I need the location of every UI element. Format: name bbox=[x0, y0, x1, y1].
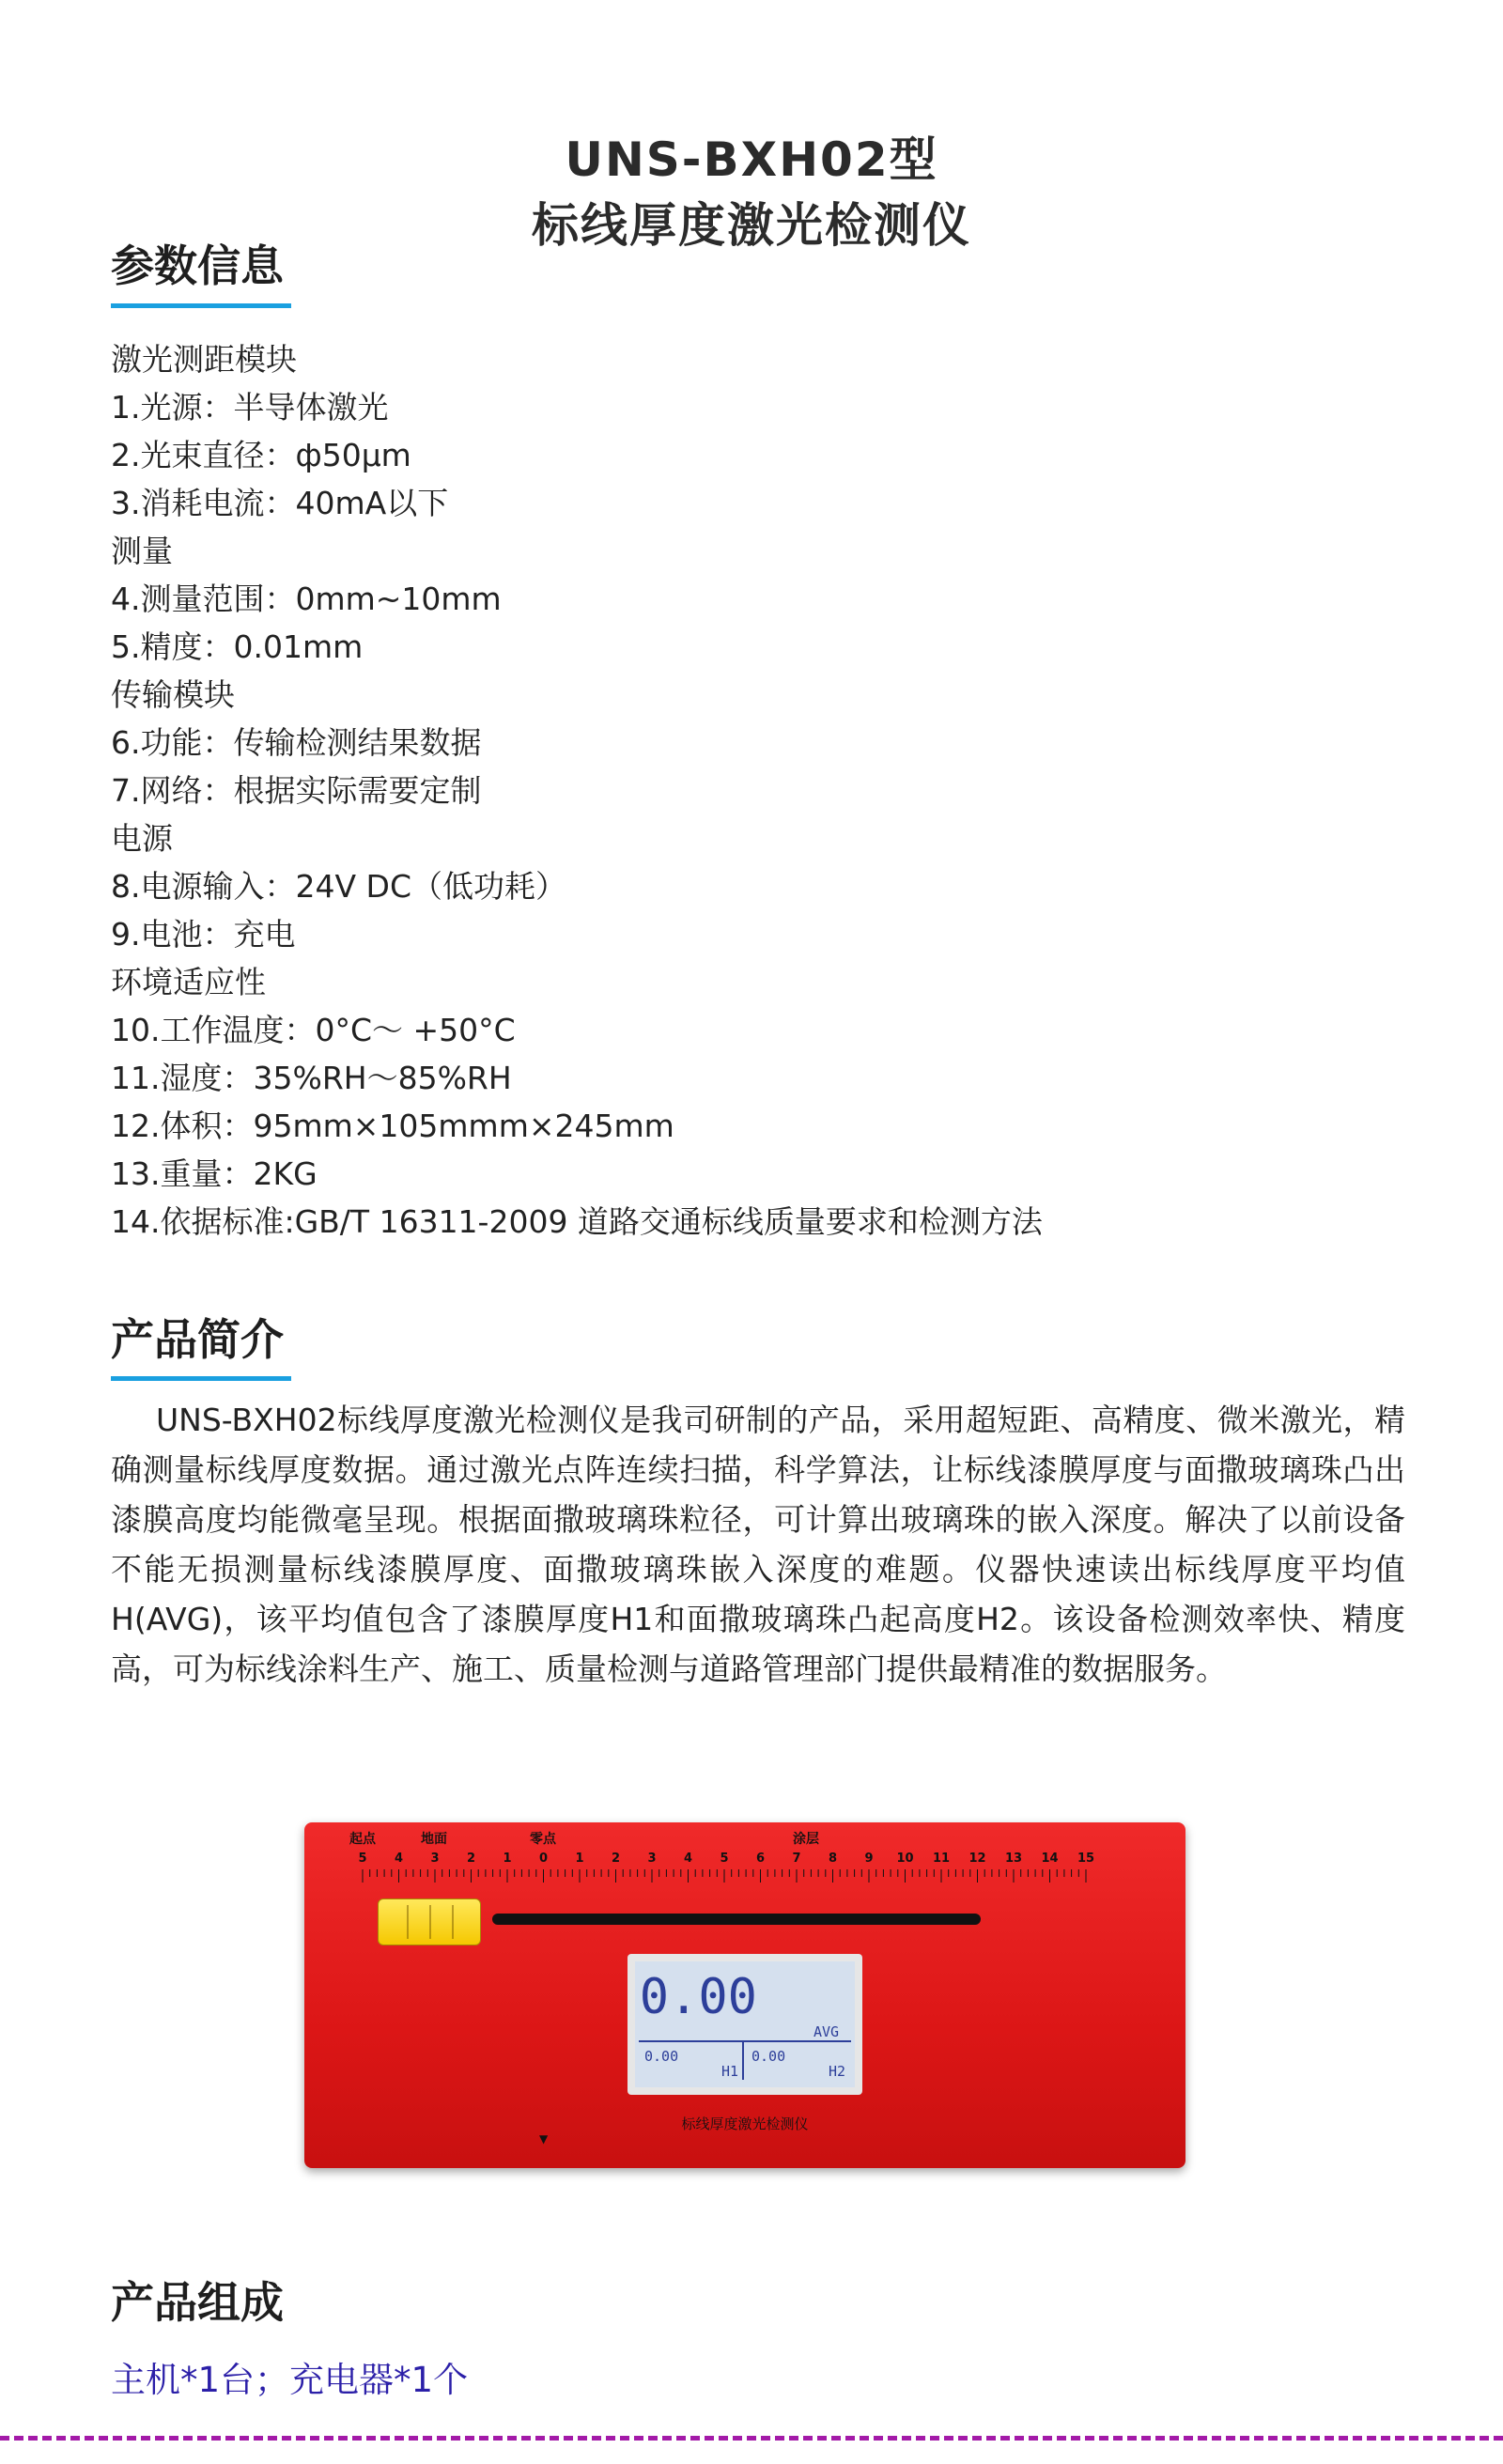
lcd-h2-label: H2 bbox=[829, 2063, 846, 2080]
ruler-number: 15 bbox=[1077, 1852, 1095, 1866]
ruler-label-zero: 零点 bbox=[530, 1832, 556, 1847]
slider-handle bbox=[378, 1898, 481, 1945]
ruler-number: 5 bbox=[720, 1852, 729, 1866]
intro-heading-underline bbox=[111, 1376, 291, 1381]
spec-item: 4.测量范围：0mm~10mm bbox=[111, 581, 502, 617]
ruler-number: 7 bbox=[792, 1852, 801, 1866]
ruler-number: 4 bbox=[394, 1852, 404, 1866]
device-label: 标线厚度激光检测仪 bbox=[681, 2115, 809, 2132]
ruler-label-ground: 地面 bbox=[421, 1832, 447, 1847]
ruler-number: 3 bbox=[647, 1852, 657, 1866]
ruler-number: 3 bbox=[430, 1852, 440, 1866]
spec-item: 传输模块 bbox=[111, 676, 235, 713]
bottom-dashed-divider bbox=[0, 2436, 1503, 2441]
ruler-number: 5 bbox=[358, 1852, 367, 1866]
spec-item: 7.网络：根据实际需要定制 bbox=[111, 772, 482, 809]
lcd-h2-value: 0.00 bbox=[752, 2048, 786, 2065]
page-title-product: 标线厚度激光检测仪 bbox=[532, 198, 971, 253]
ruler-number: 6 bbox=[755, 1852, 766, 1866]
params-heading: 参数信息 bbox=[111, 240, 284, 291]
ruler-number: 2 bbox=[611, 1852, 621, 1866]
device-photo bbox=[304, 1822, 1185, 2168]
spec-item: 激光测距模块 bbox=[111, 341, 297, 378]
ruler-number: 11 bbox=[932, 1852, 951, 1866]
spec-item: 10.工作温度：0°C～ +50°C bbox=[111, 1012, 516, 1048]
spec-item: 8.电源输入：24V DC（低功耗） bbox=[111, 868, 566, 905]
ruler-label-start: 起点 bbox=[349, 1832, 376, 1847]
composition-text: 主机*1台；充电器*1个 bbox=[111, 2360, 469, 2400]
lcd-h1-value: 0.00 bbox=[644, 2048, 679, 2065]
slider-track bbox=[492, 1914, 981, 1925]
composition-heading: 产品组成 bbox=[111, 2277, 284, 2328]
ruler-number: 10 bbox=[896, 1852, 914, 1866]
ruler-number: 1 bbox=[575, 1852, 584, 1866]
ruler-number: 4 bbox=[683, 1852, 693, 1866]
ruler-number: 2 bbox=[466, 1852, 476, 1866]
ruler-number: 9 bbox=[864, 1852, 874, 1866]
spec-item: 6.功能：传输检测结果数据 bbox=[111, 724, 482, 761]
spec-item: 9.电池：充电 bbox=[111, 916, 296, 953]
lcd-screen bbox=[635, 1961, 855, 2087]
ruler-number: 1 bbox=[503, 1852, 512, 1866]
spec-list bbox=[111, 335, 1043, 1246]
ruler-number: 0 bbox=[538, 1852, 549, 1866]
ruler-number: 14 bbox=[1041, 1852, 1059, 1866]
ruler-label-coating: 涂层 bbox=[793, 1832, 819, 1847]
spec-item: 5.精度：0.01mm bbox=[111, 628, 364, 665]
ruler-number: 8 bbox=[828, 1852, 838, 1866]
spec-item: 12.体积：95mm×105mmm×245mm bbox=[111, 1108, 674, 1144]
intro-heading: 产品简介 bbox=[111, 1314, 284, 1365]
spec-item: 14.依据标准:GB/T 16311-2009 道路交通标线质量要求和检测方法 bbox=[111, 1203, 1043, 1240]
page-title-model: UNS-BXH02型 bbox=[565, 132, 938, 187]
ruler-number: 12 bbox=[968, 1852, 986, 1866]
lcd-divider-h bbox=[639, 2040, 851, 2042]
arrow-down-icon: ▼ bbox=[539, 2132, 549, 2146]
spec-item: 环境适应性 bbox=[111, 964, 266, 1000]
spec-item: 3.消耗电流：40mA以下 bbox=[111, 485, 449, 521]
lcd-h1-label: H1 bbox=[721, 2063, 739, 2080]
lcd-main-value: 0.00 bbox=[639, 1969, 757, 2025]
lcd-divider-v bbox=[742, 2040, 744, 2080]
spec-item: 1.光源：半导体激光 bbox=[111, 389, 389, 426]
spec-item: 测量 bbox=[111, 533, 173, 569]
spec-item: 2.光束直径：ф50μm bbox=[111, 437, 411, 473]
lcd-avg-label: AVG bbox=[813, 2023, 840, 2040]
lcd-bezel bbox=[628, 1954, 862, 2095]
device-ruler bbox=[304, 1822, 1185, 1907]
spec-item: 11.湿度：35%RH～85%RH bbox=[111, 1060, 512, 1096]
intro-paragraph: UNS-BXH02标线厚度激光检测仪是我司研制的产品，采用超短距、高精度、微米激光，精确测量标线厚度数据。通过激光点阵连续扫描，科学算法，让标线漆膜厚度与面撒玻璃珠凸出漆膜高度均能微毫呈现。根据面撒玻璃珠粒径，可计算出玻璃珠的嵌入深度。解决了以前设备不能无损测量标线漆膜厚度、面撒玻璃珠嵌入深度的难题。仪器快速读出标线厚度平均值H(AVG)，该平均值包含了漆膜厚度H1和面撒玻璃珠凸起高度H2。该设备检测效率快、精度高，可为标线涂料生产、施工、质量检测与道路管理部门提供最精准的数据服务。 bbox=[111, 1402, 1405, 1687]
spec-item: 电源 bbox=[111, 820, 173, 857]
params-heading-underline bbox=[111, 303, 291, 308]
spec-item: 13.重量：2KG bbox=[111, 1155, 318, 1192]
ruler-number: 13 bbox=[1004, 1852, 1023, 1866]
